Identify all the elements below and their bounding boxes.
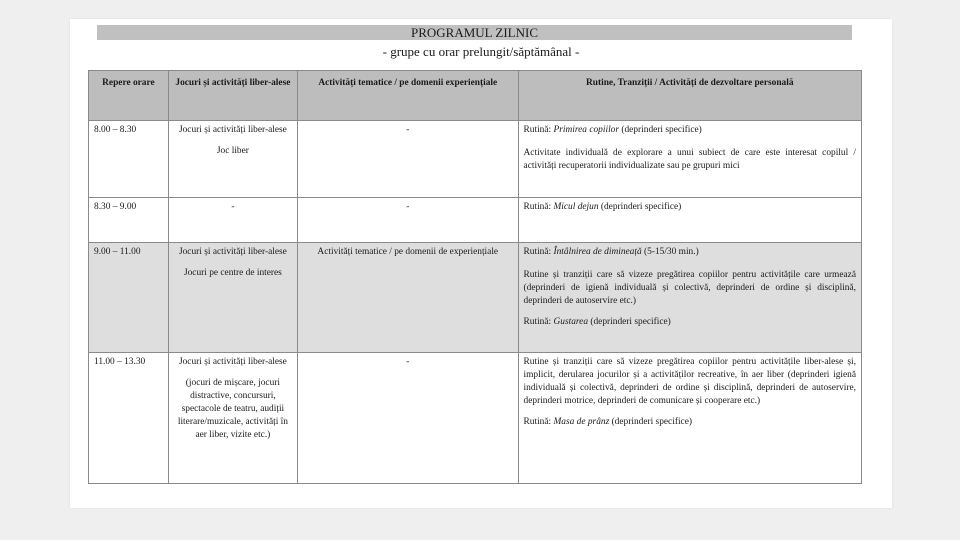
cell-time: 8.30 – 9.00 [89, 198, 169, 243]
header-routines: Rutine, Tranziții / Activități de dezvoltare personală [518, 71, 861, 121]
cell-routines [518, 353, 861, 484]
page-subtitle: - grupe cu orar prelungit/săptămânal - [382, 44, 580, 59]
table-row [89, 198, 862, 243]
routine-line: Rutină: Micul dejun (deprinderi specifice) [523, 202, 682, 212]
games-text: Jocuri și activități liber-alese [178, 125, 287, 135]
routine-line: Rutină: Masa de prânz (deprinderi specifice) [523, 417, 692, 427]
cell-thematic: - [297, 121, 518, 198]
cell-time: 9.00 – 11.00 [89, 243, 169, 353]
routine-line: Rutină: Primirea copiilor (deprinderi specifice) [523, 125, 702, 135]
cell-routines [518, 198, 861, 243]
header-time: Repere orare [89, 71, 169, 121]
header-thematic: Activități tematice / pe domenii experiențiale [297, 71, 518, 121]
cell-thematic: - [297, 353, 518, 484]
cell-games: - [168, 198, 297, 243]
routine-line: Rutine și tranziții care să vizeze pregătirea copiilor pentru activitățile liber-alese și, implicit, derularea jocurilor și a activităților recreative, în aer liber (deprinderi igienă individuală și colectivă, deprinderi de ordine și disciplină, deprinderi de autoservire, deprinderi motrice, deprinderi de comunicare și cooperare etc.) [523, 357, 856, 406]
routine-line: Rutină: Gustarea (deprinderi specifice) [523, 317, 671, 327]
routine-line: Activitate individuală de explorare a unui subiect de care este interesat copilul / activități recuperatorii individualizate sau pe grupuri mici [523, 148, 856, 171]
cell-games [168, 121, 297, 198]
schedule-table [88, 70, 862, 484]
page-title: PROGRAMUL ZILNIC [97, 25, 852, 40]
cell-routines [518, 243, 861, 353]
cell-time: 11.00 – 13.30 [89, 353, 169, 484]
table-header-row [89, 71, 862, 121]
routine-line: Rutine și tranziții care să vizeze pregătirea copiilor pentru activitățile care urmează (deprinderi de igienă individuală și colectivă, deprinderi de ordine și disciplină, deprinderi de autoservire etc.) [523, 270, 856, 306]
games-text: Jocuri și activități liber-alese [178, 247, 287, 257]
cell-games [168, 243, 297, 353]
routine-line: Rutină: Întâlnirea de dimineață (5-15/30 min.) [523, 247, 699, 257]
games-text: Jocuri și activități liber-alese [178, 357, 287, 367]
games-text: (jocuri de mișcare, jocuri distractive, concursuri, spectacole de teatru, audiții literare/muzicale, activități în aer liber, vizite etc.) [177, 378, 288, 440]
table-row [89, 243, 862, 353]
games-text: Joc liber [216, 146, 249, 156]
header-games: Jocuri și activități liber-alese [168, 71, 297, 121]
cell-thematic: - [297, 198, 518, 243]
games-text: Jocuri pe centre de interes [183, 268, 282, 278]
cell-routines [518, 121, 861, 198]
document-page [70, 19, 892, 508]
cell-games [168, 353, 297, 484]
cell-time: 8.00 – 8.30 [89, 121, 169, 198]
table-row [89, 353, 862, 484]
cell-thematic: Activități tematice / pe domenii de experiențiale [297, 243, 518, 353]
table-row [89, 121, 862, 198]
